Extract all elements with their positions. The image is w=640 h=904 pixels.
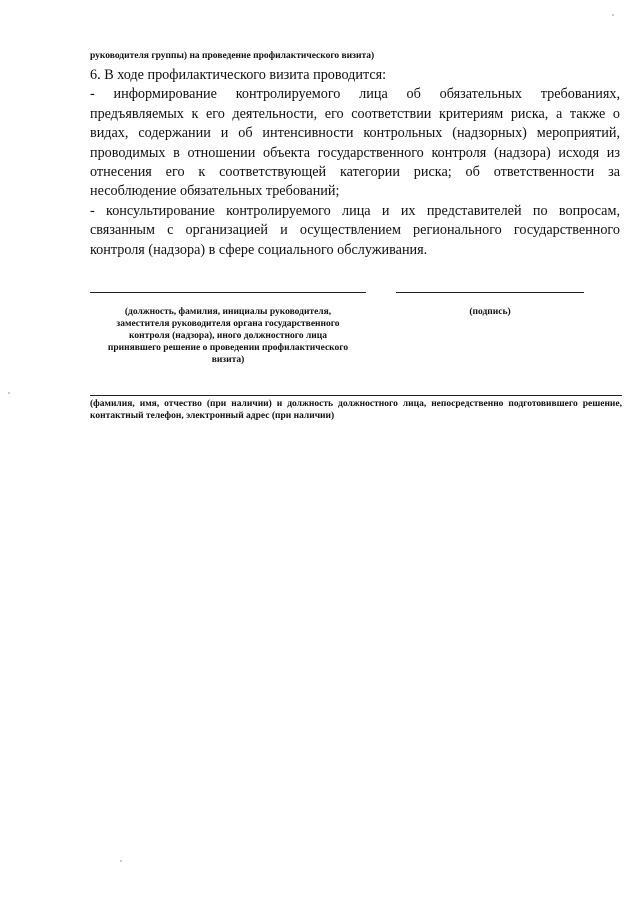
section-heading: 6. В ходе профилактического визита проводится: <box>90 67 387 83</box>
contact-line <box>90 395 622 396</box>
scan-speck <box>120 860 122 862</box>
position-caption-line: контроля (надзора), иного должностного лица <box>129 331 327 341</box>
section-6 <box>90 66 620 260</box>
position-signature-line <box>90 292 366 293</box>
position-caption-line: заместителя руководителя органа государственного <box>116 319 340 329</box>
bullet-consulting: - консультирование контролируемого лица и их представителей по вопросам, связанным с организацией и осуществлением регионального государственного контроля (надзора) в сфере социального обслуживания. <box>90 202 620 258</box>
position-caption-line: визита) <box>211 355 245 365</box>
scan-speck <box>612 14 614 16</box>
continuation-line: руководителя группы) на проведение профилактического визита) <box>90 51 375 61</box>
signature-line <box>396 292 584 293</box>
position-caption-line: (должность, фамилия, инициалы руководителя, <box>124 307 332 317</box>
position-caption-line: принявшего решение о проведении профилактического <box>107 343 349 353</box>
signature-caption: (подпись) <box>469 307 511 317</box>
scan-speck <box>8 392 10 394</box>
position-caption <box>90 306 366 366</box>
contact-caption: (фамилия, имя, отчество (при наличии) и должность должностного лица, непосредственно подготовившего решение, контактный телефон, электронный адрес (при наличии) <box>90 399 622 421</box>
bullet-informing: - информирование контролируемого лица об обязательных требованиях, предъявляемых к его деятельности, его соответствии критериям риска, а также о видах, содержании и об интенсивности контрольных (надзорных) мероприятий, проводимых в отношении объекта государственного контроля (надзора) исходя из отнесения его к соответствующей категории риска; об ответственности за несоблюдение обязательных требований; <box>90 86 620 200</box>
